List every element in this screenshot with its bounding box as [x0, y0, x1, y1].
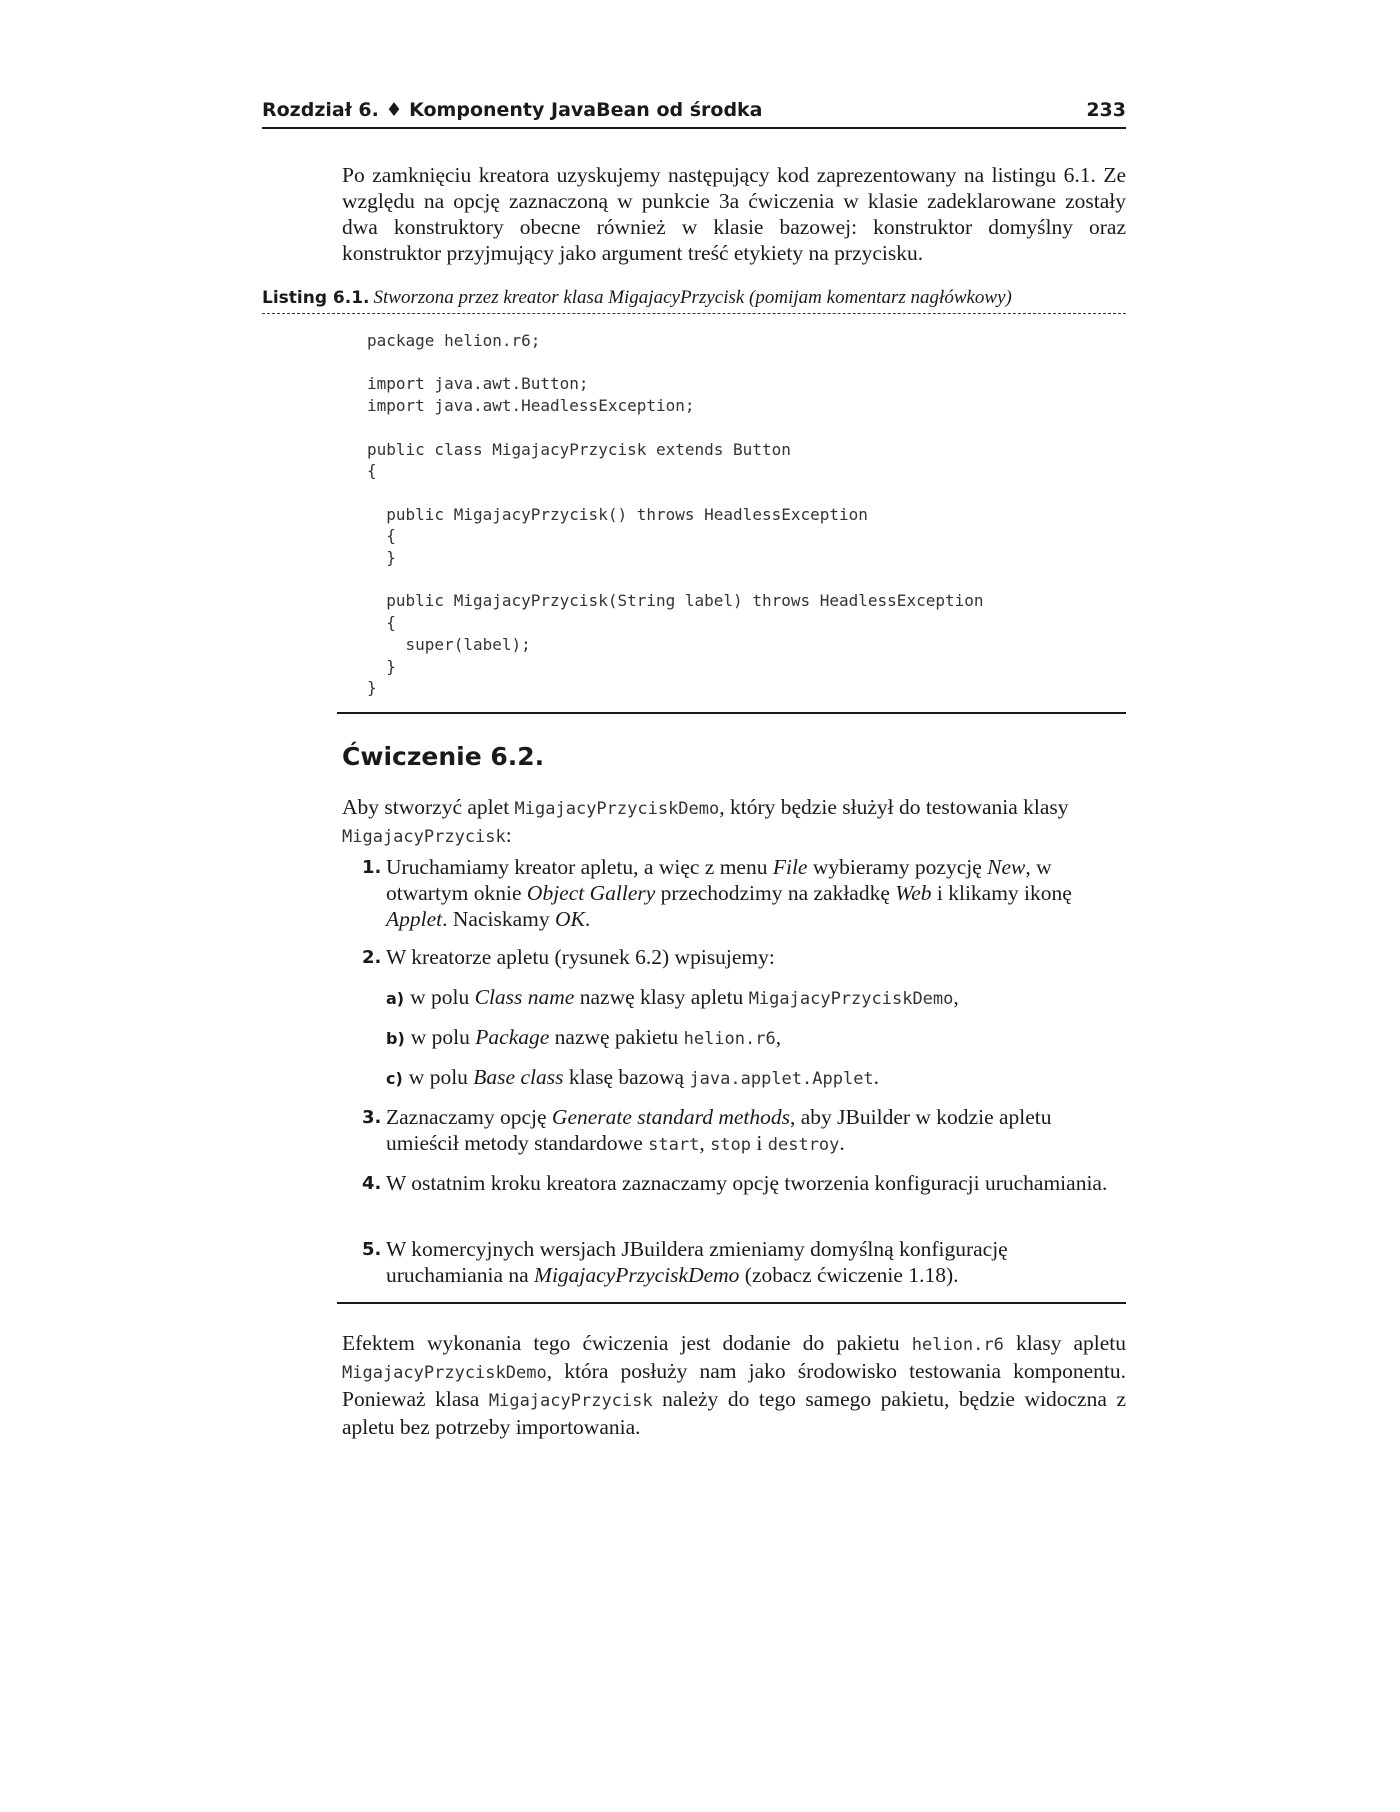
code-line: super(label);: [367, 634, 531, 654]
listing-caption: [262, 287, 1126, 314]
step-number: 2.: [362, 947, 382, 968]
running-header: [262, 97, 1126, 129]
inline-code: MigajacyPrzyciskDemo: [748, 989, 954, 1009]
step-text: W ostatnim kroku kreatora zaznaczamy opcję tworzenia konfiguracji uruchamiania.: [386, 1171, 1108, 1195]
inline-code: helion.r6: [683, 1029, 776, 1049]
listing-caption-text: Stworzona przez kreator klasa MigajacyPrzycisk (pomijam komentarz nagłówkowy): [373, 287, 1012, 308]
step-number: 3.: [362, 1107, 382, 1128]
code-listing: [367, 330, 984, 699]
exercise-intro: Aby stworzyć aplet MigajacyPrzyciskDemo, który będzie służył do testowania klasy MigajacyPrzycisk:: [342, 795, 1069, 847]
inline-code: MigajacyPrzyciskDemo: [342, 1363, 547, 1383]
step-number: 4.: [362, 1173, 382, 1194]
code-line: public MigajacyPrzycisk() throws HeadlessException: [367, 504, 868, 524]
step-2-subitem-b: b) w polu Package nazwę pakietu helion.r6,: [386, 1025, 782, 1049]
step-text: W komercyjnych wersjach JBuildera zmieniamy domyślną konfigurację uruchamiania na MigajacyPrzyciskDemo (zobacz ćwiczenie 1.18).: [386, 1237, 1008, 1287]
outro-paragraph: Efektem wykonania tego ćwiczenia jest dodanie do pakietu helion.r6 klasy apletu MigajacyPrzyciskDemo, która posłuży nam jako środowisko testowania komponentu. Ponieważ klasa MigajacyPrzycisk należy do tego samego pakietu, będzie widoczna z apletu bez potrzeby importowania.: [342, 1331, 1127, 1439]
code-line: import java.awt.Button;: [367, 374, 589, 394]
step-text: Uruchamiamy kreator apletu, a więc z menu File wybieramy pozycję New, w otwartym oknie Object Gallery przechodzimy na zakładkę Web i klikamy ikonę Applet. Naciskamy OK.: [386, 855, 1072, 931]
intro-paragraph: Po zamknięciu kreatora uzyskujemy następujący kod zaprezentowany na listingu 6.1. Ze względu na opcję zaznaczoną w punkcie 3a ćwiczenia w klasie zadeklarowane zostały dwa konstruktory obecne również w klasie bazowej: konstruktor domyślny oraz konstruktor przyjmujący jako argument treść etykiety na przycisku.: [342, 163, 1126, 265]
code-line: {: [367, 526, 396, 546]
step-text: Zaznaczamy opcję Generate standard methods, aby JBuilder w kodzie apletu umieścił metody standardowe start, stop i destroy.: [386, 1105, 1052, 1155]
code-line: }: [367, 548, 396, 568]
exercise-title: Ćwiczenie 6.2.: [342, 742, 545, 771]
inline-code: helion.r6: [911, 1335, 1004, 1355]
exercise-end-rule: [337, 1302, 1126, 1304]
inline-code: MigajacyPrzyciskDemo: [514, 799, 720, 819]
page-number: 233: [1086, 99, 1126, 121]
inline-code: java.applet.Applet: [689, 1069, 874, 1089]
code-line: public class MigajacyPrzycisk extends Button: [367, 439, 791, 459]
step-2-subitem-a: a) w polu Class name nazwę klasy apletu MigajacyPrzyciskDemo,: [386, 985, 959, 1009]
step-number: 5.: [362, 1239, 382, 1260]
code-line: public MigajacyPrzycisk(String label) throws HeadlessException: [367, 591, 984, 611]
code-line: }: [367, 656, 396, 676]
inline-code: MigajacyPrzycisk: [488, 1391, 653, 1411]
step-text: W kreatorze apletu (rysunek 6.2) wpisujemy:: [386, 945, 775, 969]
running-title: Rozdział 6. ♦ Komponenty JavaBean od środka: [262, 99, 763, 121]
code-line: import java.awt.HeadlessException;: [367, 396, 695, 416]
step-2-subitem-c: c) w polu Base class klasę bazową java.applet.Applet.: [386, 1065, 880, 1089]
code-line: {: [367, 461, 377, 481]
listing-end-rule: [337, 712, 1126, 714]
code-line: package helion.r6;: [367, 331, 541, 350]
step-number: 1.: [362, 857, 382, 878]
listing-label: Listing 6.1.: [262, 288, 370, 308]
code-line: }: [367, 678, 377, 698]
inline-code: MigajacyPrzycisk: [342, 827, 506, 847]
code-line: {: [367, 613, 396, 633]
